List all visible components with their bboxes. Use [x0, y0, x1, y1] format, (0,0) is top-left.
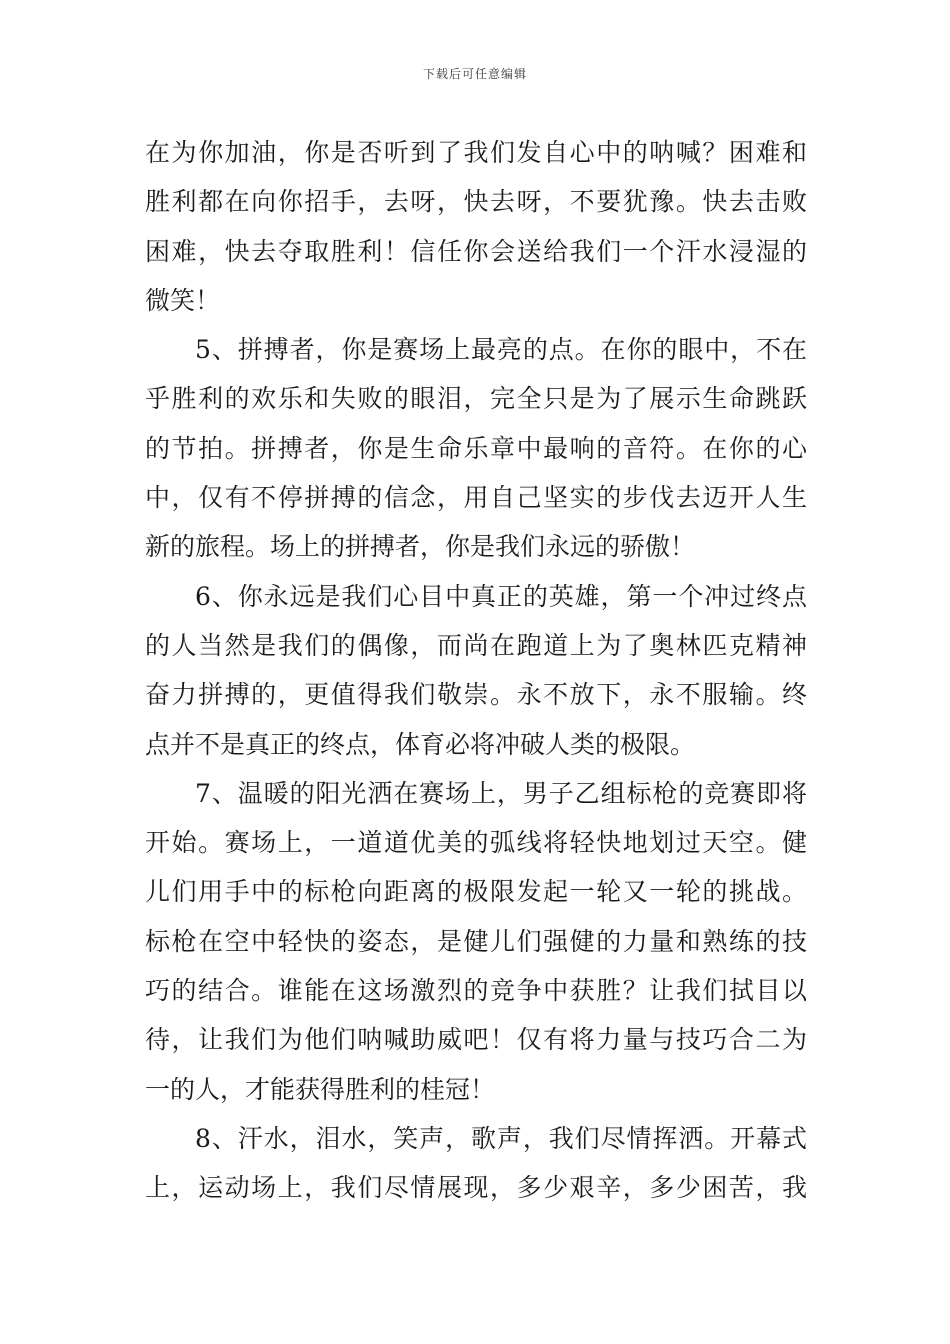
paragraph-1-line-2: 胜利都在向你招手，去呀，快去呀，不要犹豫。快去击败	[145, 187, 807, 217]
paragraph-1-line-3: 困难，快去夺取胜利！信任你会送给我们一个汗水浸湿的	[145, 236, 807, 266]
paragraph-2-line-4: 中，仅有不停拼搏的信念，用自己坚实的步伐去迈开人生	[145, 483, 807, 513]
paragraph-3-line-4: 点并不是真正的终点，体育必将冲破人类的极限。	[145, 729, 696, 759]
paragraph-3-line-2: 的人当然是我们的偶像，而尚在跑道上为了奥林匹克精神	[145, 630, 807, 660]
paragraph-4-line-6: 待，让我们为他们呐喊助威吧！仅有将力量与技巧合二为	[145, 1025, 807, 1055]
paragraph-4-line-5: 巧的结合。谁能在这场激烈的竞争中获胜？让我们拭目以	[145, 976, 807, 1006]
page-header: 下载后可任意编辑	[422, 67, 527, 81]
paragraph-4-line-2: 开始。赛场上，一道道优美的弧线将轻快地划过天空。健	[145, 828, 807, 858]
paragraph-1-line-4: 微笑！	[145, 285, 221, 315]
paragraph-1-line-1: 在为你加油，你是否听到了我们发自心中的呐喊？困难和	[145, 138, 807, 167]
paragraph-3-line-1: 6、你永远是我们心目中真正的英雄，第一个冲过终点	[195, 581, 807, 611]
paragraph-3-line-3: 奋力拼搏的，更值得我们敬崇。永不放下，永不服输。终	[145, 680, 807, 710]
paragraph-4-line-7: 一的人，才能获得胜利的桂冠！	[145, 1074, 496, 1104]
paragraph-2-line-3: 的节拍。拼搏者，你是生命乐章中最响的音符。在你的心	[145, 433, 807, 463]
paragraph-2-line-5: 新的旅程。场上的拼搏者，你是我们永远的骄傲！	[145, 532, 696, 562]
paragraph-4-line-1: 7、温暖的阳光洒在赛场上，男子乙组标枪的竞赛即将	[195, 778, 807, 808]
paragraph-4-line-4: 标枪在空中轻快的姿态，是健儿们强健的力量和熟练的技	[145, 926, 807, 956]
paragraph-5-line-1: 8、汗水，泪水，笑声，歌声，我们尽情挥洒。开幕式	[195, 1123, 807, 1153]
paragraph-2-line-2: 乎胜利的欢乐和失败的眼泪，完全只是为了展示生命跳跃	[145, 384, 807, 414]
body-text	[145, 128, 807, 1213]
paragraph-4-line-3: 儿们用手中的标枪向距离的极限发起一轮又一轮的挑战。	[145, 877, 807, 907]
paragraph-2-line-1: 5、拼搏者，你是赛场上最亮的点。在你的眼中，不在	[195, 335, 807, 365]
paragraph-5-line-2: 上，运动场上，我们尽情展现，多少艰辛，多少困苦，我	[145, 1173, 807, 1203]
